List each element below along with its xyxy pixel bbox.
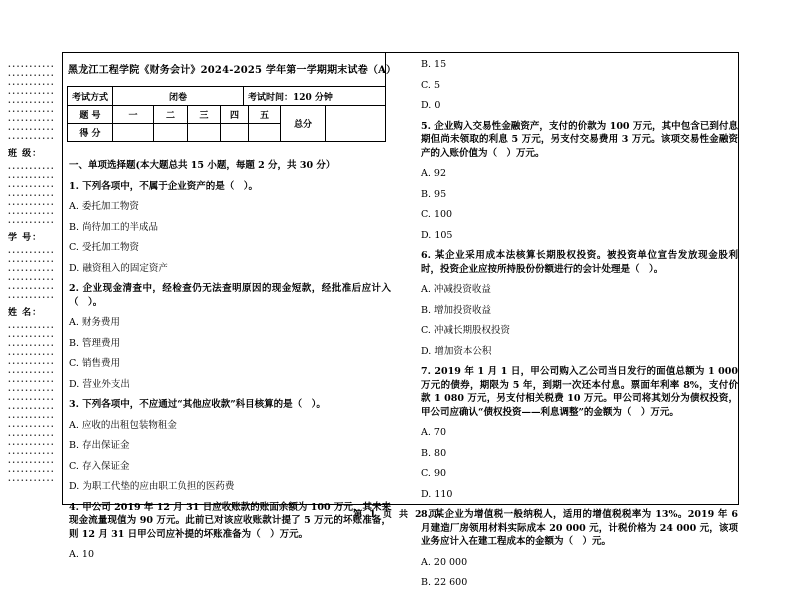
score-value-cell [112, 123, 154, 142]
option-text: A. 应收的出租包装物租金 [69, 419, 177, 431]
option-text: B. 22 600 [421, 577, 468, 588]
exam-time: 考试时间：120 分钟 [243, 86, 386, 106]
dotted-line: ··········· [8, 395, 56, 404]
dotted-line: ··········· [8, 200, 56, 209]
option-text: D. 融资租入的固定资产 [69, 262, 168, 274]
dotted-line: ··········· [8, 293, 56, 302]
option-text: C. 存入保证金 [69, 460, 130, 472]
option-text: C. 冲减长期股权投资 [421, 325, 510, 336]
dotted-line: ··········· [8, 191, 56, 200]
dotted-line: ··········· [8, 458, 56, 467]
question-text: 6. 某企业采用成本法核算长期股权投资。被投资单位宣告发放现金股利时，投资企业应按所持股份份额进行的会计处理是（ ）。 [421, 250, 738, 275]
question-text: 2. 企业现金清查中，经检查仍无法查明原因的现金短款，经批准后应计入（ ）。 [69, 283, 391, 308]
section-heading: 一、单项选择题(本大题总共 15 小题，每题 2 分，共 30 分） [69, 160, 336, 171]
dotted-line: ··········· [8, 116, 56, 125]
option-text: D. 110 [421, 488, 453, 500]
dotted-line: ··········· [8, 332, 56, 341]
option-text: C. 100 [421, 209, 453, 220]
page-footer: 第 1 页 共 2 页 [353, 510, 440, 520]
question-text: 1. 下列各项中，不属于企业资产的是（ ）。 [69, 180, 258, 192]
binding-field-label: 姓 名： [8, 308, 43, 318]
header-area [63, 53, 397, 141]
score-value-cell [248, 123, 281, 142]
dotted-line: ··········· [8, 164, 56, 173]
dotted-line: ··········· [8, 98, 56, 107]
option-text: A. 20 000 [421, 556, 468, 568]
dotted-line: ··········· [8, 284, 56, 293]
option-text: C. 5 [421, 79, 441, 91]
question-text: 8. 某企业为增值税一般纳税人，适用的增值税税率为 13%。2019 年 6 月建造厂房领用材料实际成本 20 000 元，计税价格为 24 000 元，该项业务应计入在建工程成本的金额为（ ）元。 [421, 509, 738, 547]
dotted-line: ··········· [8, 476, 56, 485]
option-text: A. 92 [421, 168, 446, 179]
dotted-line: ··········· [8, 377, 56, 386]
dotted-line: ··········· [8, 422, 56, 431]
exam-method-label: 考试方式 [67, 86, 113, 106]
binding-field-label: 学 号： [8, 233, 43, 243]
option-text: D. 为职工代垫的应由职工负担的医药费 [69, 481, 235, 492]
question-number-label: 题 号 [67, 105, 113, 124]
dotted-line: ··········· [8, 80, 56, 89]
binding-field-label: 班 级： [8, 149, 43, 159]
dotted-line: ··········· [8, 218, 56, 227]
score-value-cell [187, 123, 221, 142]
dotted-line: ··········· [8, 62, 56, 71]
exam-method-value: 闭卷 [112, 86, 244, 106]
question-text: 3. 下列各项中，不应通过“其他应收款”科目核算的是（ ）。 [69, 399, 326, 410]
dotted-line: ··········· [8, 266, 56, 275]
question-text: 4. 甲公司 2019 年 12 月 31 日应收账款的账面余额为 100 万元，其未来现金流量现值为 90 万元。此前已对该应收账款计提了 5 万元的坏账准备，则 12 月 31 日甲公司应补提的坏账准备为（ ）万元。 [69, 501, 391, 540]
question-column-header: 三 [187, 105, 221, 124]
dotted-line: ··········· [8, 431, 56, 440]
option-text: A. 冲减投资收益 [421, 284, 491, 295]
dotted-line: ··········· [8, 368, 56, 377]
question-column-header: 一 [112, 105, 154, 124]
option-text: C. 受托加工物资 [69, 242, 139, 253]
dotted-line: ··········· [8, 134, 56, 143]
exam-info-table [67, 86, 386, 142]
dotted-line: ··········· [8, 275, 56, 284]
option-text: A. 70 [421, 427, 446, 438]
option-text: C. 销售费用 [69, 358, 120, 369]
question-column-header: 二 [153, 105, 188, 124]
dotted-line: ··········· [8, 449, 56, 458]
option-text: D. 105 [421, 229, 453, 241]
dotted-line: ··········· [8, 413, 56, 422]
total-score-label: 总分 [280, 105, 326, 142]
dotted-line: ··········· [8, 209, 56, 218]
dotted-line: ··········· [8, 125, 56, 134]
dotted-line: ··········· [8, 173, 56, 182]
dotted-line: ··········· [8, 257, 56, 266]
question-text: 7. 2019 年 1 月 1 日，甲公司购入乙公司当日发行的面值总额为 1 000 万元的债券，期限为 5 年，到期一次还本付息。票面年利率 8%，支付价款 1 080 万元，另支付相关税费 10 万元。甲公司将其划分为债权投资，甲公司应确认“债权投资——利息调整”的金额为（ ）万元。 [421, 366, 738, 418]
score-value-cell [153, 123, 188, 142]
dotted-line: ··········· [8, 323, 56, 332]
dotted-line: ··········· [8, 248, 56, 257]
dotted-line: ··········· [8, 71, 56, 80]
dotted-line: ··········· [8, 350, 56, 359]
dotted-line: ··········· [8, 341, 56, 350]
option-text: B. 管理费用 [69, 337, 121, 349]
score-label: 得 分 [67, 123, 113, 142]
option-text: A. 财务费用 [69, 317, 120, 328]
option-text: B. 存出保证金 [69, 440, 130, 451]
question-column-header: 五 [248, 105, 281, 124]
option-text: B. 95 [421, 188, 447, 200]
score-value-cell [220, 123, 249, 142]
option-text: D. 0 [421, 100, 441, 111]
dotted-line: ··········· [8, 467, 56, 476]
total-score-value-cell [325, 105, 386, 142]
question-column-header: 四 [220, 105, 249, 124]
option-text: C. 90 [421, 468, 447, 479]
dotted-line: ··········· [8, 182, 56, 191]
option-text: D. 营业外支出 [69, 378, 130, 390]
dotted-line: ··········· [8, 386, 56, 395]
dotted-line: ··········· [8, 359, 56, 368]
binding-margin [8, 62, 56, 485]
dotted-line: ··········· [8, 89, 56, 98]
page-title: 黑龙江工程学院《财务会计》2024-2025 学年第一学期期末试卷（A） [68, 65, 397, 76]
option-text: D. 增加资本公积 [421, 345, 492, 357]
option-text: B. 80 [421, 447, 447, 459]
dotted-line: ··········· [8, 404, 56, 413]
question-text: 5. 企业购入交易性金融资产，支付的价款为 100 万元，其中包含已到付息期但尚未领取的利息 5 万元，另支付交易费用 3 万元。该项交易性金融资产的入账价值为（ ）万元。 [421, 120, 738, 159]
option-text: B. 增加投资收益 [421, 304, 492, 316]
dotted-line: ··········· [8, 440, 56, 449]
option-text: B. 尚待加工的半成品 [69, 221, 159, 233]
option-text: B. 15 [421, 59, 447, 70]
dotted-line: ··········· [8, 107, 56, 116]
option-text: A. 委托加工物资 [69, 201, 139, 212]
option-text: A. 10 [69, 549, 94, 560]
